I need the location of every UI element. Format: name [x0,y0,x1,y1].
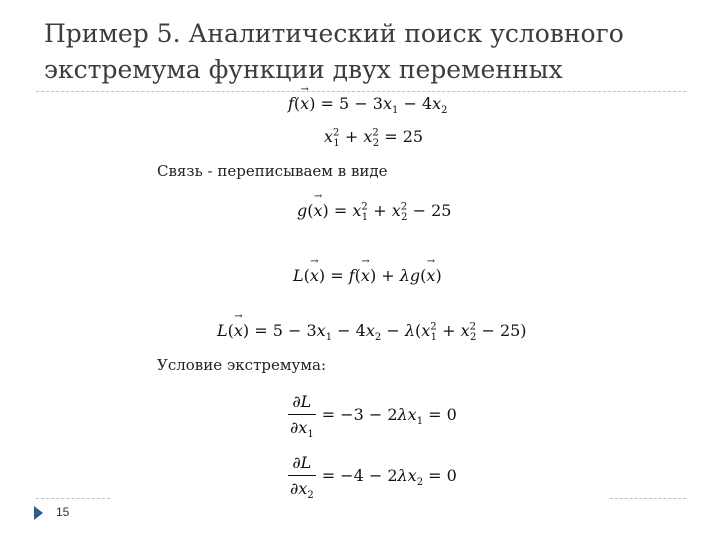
triangle-bullet-icon [34,506,43,520]
constraint-formula: $x^2_1 + x^2_2 = 25$ [324,127,424,150]
page-title: Пример 5. Аналитический поиск условного экстремума функции двух переменных [44,19,624,84]
constraint-function-formula: g(x →) = $x^2_1 + x^2_2 - 25$ [297,201,451,220]
footer-divider-right [610,498,686,499]
footer-divider-left [36,498,110,499]
title-divider [36,91,686,92]
page-number: 15 [56,505,70,519]
lagrangian-expanded-formula: L(x →) = $5 - 3x_1 - 4x_2 - \lambda(x^2_1 + x^2_2 - 25)$ [217,321,527,340]
constraint-note: Связь - переписываем в виде [157,162,388,180]
partial-derivative-x1-formula: $\frac{\partial L}{\partial x_1}$ = $-3 - 2\lambda x_1 = 0$ [290,392,457,441]
lagrangian-definition-formula: L(x →) = f(x →) + λg(x →) [293,266,442,285]
objective-function-formula: f(x →) = $5 - 3x_1 - 4x_2$ [288,94,448,113]
partial-derivative-x2-formula: $\frac{\partial L}{\partial x_2}$ = $-4 - 2\lambda x_2 = 0$ [290,453,457,502]
extremum-condition-label: Условие экстремума: [157,356,326,374]
